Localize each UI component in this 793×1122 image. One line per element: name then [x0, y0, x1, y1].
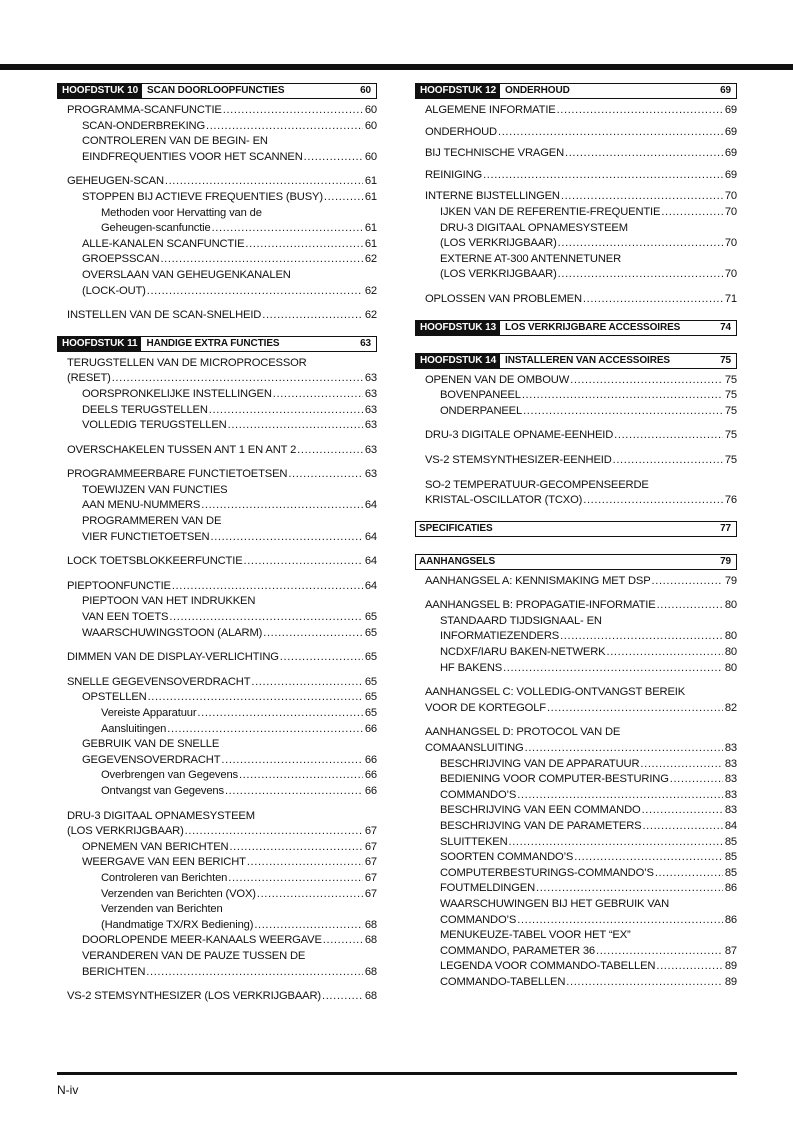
toc-entry[interactable]: KRISTAL-OSCILLATOR (TCXO) ..... 76 [415, 493, 737, 509]
toc-entry[interactable]: DRU-3 DIGITAAL OPNAMESYSTEEM [440, 221, 628, 234]
toc-entry[interactable]: COMMANDO-TABELLEN ..... 89 [415, 975, 737, 991]
chapter-page: 75 [720, 354, 731, 366]
toc-entry[interactable]: AANHANGSEL C: VOLLEDIG-ONTVANGST BEREIK [425, 686, 686, 699]
toc-right-column [415, 83, 737, 1000]
toc-entry[interactable]: OPENEN VAN DE OMBOUW ..... 75 [415, 373, 737, 389]
toc-entry[interactable]: STOPPEN BIJ ACTIEVE FREQUENTIES (BUSY) ..... 61 [57, 190, 377, 206]
toc-entry[interactable]: VERANDEREN VAN DE PAUZE TUSSEN DE [82, 949, 306, 962]
toc-entry[interactable]: WAARSCHUWINGEN BIJ HET GEBRUIK VAN [440, 897, 670, 910]
toc-entry[interactable]: VOLLEDIG TERUGSTELLEN ..... 63 [57, 418, 377, 434]
toc-entry[interactable]: ONDERPANEEL ..... 75 [415, 404, 737, 420]
chapter-label: HOOFDSTUK 14 [416, 354, 500, 368]
toc-entry[interactable]: COMPUTERBESTURINGS-COMMANDO’S ..... 85 [415, 866, 737, 882]
toc-entry[interactable]: INFORMATIEZENDERS ..... 80 [415, 629, 737, 645]
toc-entry[interactable]: BERICHTEN ..... 68 [57, 965, 377, 981]
chapter-title: HANDIGE EXTRA FUNCTIES [146, 337, 280, 349]
toc-entry[interactable]: MENUKEUZE-TABEL VOOR HET “EX” [440, 929, 631, 942]
toc-entry[interactable]: DEELS TERUGSTELLEN ..... 63 [57, 403, 377, 419]
toc-entry[interactable]: GEBRUIK VAN DE SNELLE [82, 738, 220, 751]
toc-entry[interactable]: DIMMEN VAN DE DISPLAY-VERLICHTING ..... 65 [57, 650, 377, 666]
toc-entry[interactable]: (LOS VERKRIJGBAAR) ..... 70 [415, 236, 737, 252]
toc-entry[interactable]: OVERSLAAN VAN GEHEUGENKANALEN [82, 268, 291, 281]
toc-entry[interactable]: VAN EEN TOETS ..... 65 [57, 610, 377, 626]
toc-entry[interactable]: COMMANDO’S ..... 86 [415, 913, 737, 929]
toc-entry[interactable]: HF BAKENS ..... 80 [415, 661, 737, 677]
toc-entry[interactable]: Aansluitingen ..... 66 [57, 722, 377, 738]
toc-entry[interactable]: NCDXF/IARU BAKEN-NETWERK ..... 80 [415, 645, 737, 661]
toc-entry[interactable]: VOOR DE KORTEGOLF ..... 82 [415, 701, 737, 717]
toc-entry[interactable]: OPLOSSEN VAN PROBLEMEN ..... 71 [415, 292, 737, 308]
toc-entry[interactable]: TOEWIJZEN VAN FUNCTIES [82, 483, 228, 496]
chapter-title: SPECIFICATIES [419, 522, 493, 534]
toc-entry[interactable]: INTERNE BIJSTELLINGEN ..... 70 [415, 189, 737, 205]
toc-entry[interactable]: BESCHRIJVING VAN DE APPARATUUR ..... 83 [415, 757, 737, 773]
toc-entry[interactable]: (LOS VERKRIJGBAAR) ..... 70 [415, 267, 737, 283]
chapter-label: HOOFDSTUK 13 [416, 321, 500, 335]
toc-entry[interactable]: PROGRAMMA-SCANFUNCTIE ..... 60 [57, 103, 377, 119]
toc-entry[interactable]: VS-2 STEMSYNTHESIZER (LOS VERKRIJGBAAR) ..... 68 [57, 989, 377, 1005]
chapter-title: ONDERHOUD [505, 85, 570, 96]
toc-entry[interactable]: ALGEMENE INFORMATIE ..... 69 [415, 103, 737, 119]
toc-left-column [57, 83, 377, 1014]
chapter-page: 69 [720, 85, 731, 96]
page-number: N-iv [57, 1083, 79, 1097]
chapter-label: HOOFDSTUK 12 [416, 84, 500, 98]
toc-entry[interactable]: IJKEN VAN DE REFERENTIE-FREQUENTIE ..... 70 [415, 205, 737, 221]
top-rule [0, 64, 793, 70]
toc-entry[interactable]: LEGENDA VOOR COMMANDO-TABELLEN ..... 89 [415, 959, 737, 975]
chapter-13-header[interactable] [415, 320, 737, 336]
toc-entry[interactable]: LOCK TOETSBLOKKEERFUNCTIE ..... 64 [57, 554, 377, 570]
toc-entry[interactable]: DRU-3 DIGITALE OPNAME-EENHEID ..... 75 [415, 428, 737, 444]
chapter-label: HOOFDSTUK 10 [58, 84, 142, 98]
toc-entry[interactable]: WEERGAVE VAN EEN BERICHT ..... 67 [57, 855, 377, 871]
toc-entry[interactable]: PIEPTOONFUNCTIE ..... 64 [57, 579, 377, 595]
toc-entry[interactable]: Verzenden van Berichten (VOX) ..... 67 [57, 887, 377, 903]
chapter-14-header[interactable] [415, 353, 737, 369]
toc-entry[interactable]: Verzenden van Berichten [101, 903, 223, 916]
chapter-page: 63 [360, 337, 371, 349]
chapter-10-header[interactable] [57, 83, 377, 99]
toc-entry[interactable]: VIER FUNCTIETOETSEN ..... 64 [57, 530, 377, 546]
toc-entry[interactable]: GEHEUGEN-SCAN ..... 61 [57, 174, 377, 190]
chapter-label: HOOFDSTUK 11 [58, 337, 141, 351]
toc-entry[interactable]: BESCHRIJVING VAN EEN COMMANDO ..... 83 [415, 803, 737, 819]
toc-entry[interactable]: PROGRAMMEERBARE FUNCTIETOETSEN ..... 63 [57, 467, 377, 483]
chapter-title: AANHANGSELS [419, 555, 496, 567]
specificaties-header[interactable] [415, 521, 737, 537]
toc-entry[interactable]: Vereiste Apparatuur ..... 65 [57, 706, 377, 722]
toc-entry[interactable]: PIEPTOON VAN HET INDRUKKEN [82, 595, 256, 608]
toc-entry[interactable]: BEDIENING VOOR COMPUTER-BESTURING ..... 83 [415, 772, 737, 788]
toc-entry[interactable]: SNELLE GEGEVENSOVERDRACHT ..... 65 [57, 675, 377, 691]
toc-entry[interactable]: SLUITTEKEN ..... 85 [415, 835, 737, 851]
toc-entry[interactable]: (LOCK-OUT) ..... 62 [57, 284, 377, 300]
toc-entry[interactable]: OPNEMEN VAN BERICHTEN ..... 67 [57, 840, 377, 856]
toc-entry[interactable]: EXTERNE AT-300 ANTENNETUNER [440, 252, 621, 265]
toc-entry[interactable]: AANHANGSEL D: PROTOCOL VAN DE [425, 726, 621, 739]
toc-entry[interactable]: SOORTEN COMMANDO’S ..... 85 [415, 850, 737, 866]
toc-entry[interactable]: FOUTMELDINGEN ..... 86 [415, 881, 737, 897]
toc-entry[interactable]: PROGRAMMEREN VAN DE [82, 515, 222, 528]
toc-entry[interactable]: STANDAARD TIJDSIGNAAL- EN [440, 614, 602, 627]
toc-entry[interactable]: Controleren van Berichten ..... 67 [57, 871, 377, 887]
toc-entry[interactable]: ALLE-KANALEN SCANFUNCTIE ..... 61 [57, 237, 377, 253]
toc-entry[interactable]: OORSPRONKELIJKE INSTELLINGEN ..... 63 [57, 387, 377, 403]
toc-entry[interactable]: REINIGING ..... 69 [415, 168, 737, 184]
toc-entry[interactable]: GEGEVENSOVERDRACHT ..... 66 [57, 753, 377, 769]
toc-entry[interactable]: OPSTELLEN ..... 65 [57, 690, 377, 706]
chapter-page: 77 [720, 522, 731, 534]
toc-entry[interactable]: TERUGSTELLEN VAN DE MICROPROCESSOR [67, 356, 307, 369]
chapter-11-header[interactable] [57, 336, 377, 352]
toc-entry[interactable]: GROEPSSCAN ..... 62 [57, 252, 377, 268]
bottom-rule [57, 1072, 737, 1075]
toc-entry[interactable]: COMMANDO, PARAMETER 36 ..... 87 [415, 944, 737, 960]
toc-entry[interactable]: CONTROLEREN VAN DE BEGIN- EN [82, 135, 268, 148]
toc-entry[interactable]: (Handmatige TX/RX Bediening) ..... 68 [57, 918, 377, 934]
toc-entry[interactable]: WAARSCHUWINGSTOON (ALARM) ..... 65 [57, 626, 377, 642]
toc-entry[interactable]: COMMANDO’S ..... 83 [415, 788, 737, 804]
chapter-12-header[interactable] [415, 83, 737, 99]
chapter-title: INSTALLEREN VAN ACCESSOIRES [505, 354, 670, 366]
toc-entry[interactable]: DRU-3 DIGITAAL OPNAMESYSTEEM [67, 809, 255, 822]
toc-entry[interactable]: VS-2 STEMSYNTHESIZER-EENHEID ..... 75 [415, 453, 737, 469]
toc-entry[interactable]: (RESET) ..... 63 [57, 371, 377, 387]
toc-entry[interactable]: DOORLOPENDE MEER-KANAALS WEERGAVE ..... 68 [57, 933, 377, 949]
chapter-page: 74 [720, 321, 731, 333]
toc-entry[interactable]: COMAANSLUITING ..... 83 [415, 741, 737, 757]
toc-entry[interactable]: INSTELLEN VAN DE SCAN-SNELHEID ..... 62 [57, 308, 377, 324]
toc-entry[interactable]: OVERSCHAKELEN TUSSEN ANT 1 EN ANT 2 ..... 63 [57, 443, 377, 459]
toc-entry[interactable]: BESCHRIJVING VAN DE PARAMETERS ..... 84 [415, 819, 737, 835]
toc-entry[interactable]: AAN MENU-NUMMERS ..... 64 [57, 498, 377, 514]
toc-entry[interactable]: AANHANGSEL A: KENNISMAKING MET DSP ..... 79 [415, 574, 737, 590]
toc-entry[interactable]: Overbrengen van Gegevens ..... 66 [57, 768, 377, 784]
toc-entry[interactable]: Methoden voor Hervatting van de [101, 206, 262, 219]
chapter-page: 79 [720, 555, 731, 567]
toc-entry[interactable]: Geheugen-scanfunctie ..... 61 [57, 221, 377, 237]
toc-entry[interactable]: SCAN-ONDERBREKING ..... 60 [57, 119, 377, 135]
toc-entry[interactable]: AANHANGSEL B: PROPAGATIE-INFORMATIE ..... 80 [415, 598, 737, 614]
chapter-title: LOS VERKRIJGBARE ACCESSOIRES [505, 321, 681, 333]
toc-entry[interactable]: SO-2 TEMPERATUUR-GECOMPENSEERDE [425, 478, 649, 491]
toc-entry[interactable]: BOVENPANEEL ..... 75 [415, 388, 737, 404]
toc-entry[interactable]: Ontvangst van Gegevens ..... 66 [57, 784, 377, 800]
toc-entry[interactable]: (LOS VERKRIJGBAAR) ..... 67 [57, 824, 377, 840]
toc-entry[interactable]: BIJ TECHNISCHE VRAGEN ..... 69 [415, 146, 737, 162]
aanhangsels-header[interactable] [415, 554, 737, 570]
chapter-page: 60 [360, 85, 371, 96]
chapter-title: SCAN DOORLOOPFUNCTIES [147, 85, 285, 96]
toc-entry[interactable]: EINDFREQUENTIES VOOR HET SCANNEN ..... 60 [57, 150, 377, 166]
toc-entry[interactable]: ONDERHOUD ..... 69 [415, 125, 737, 141]
